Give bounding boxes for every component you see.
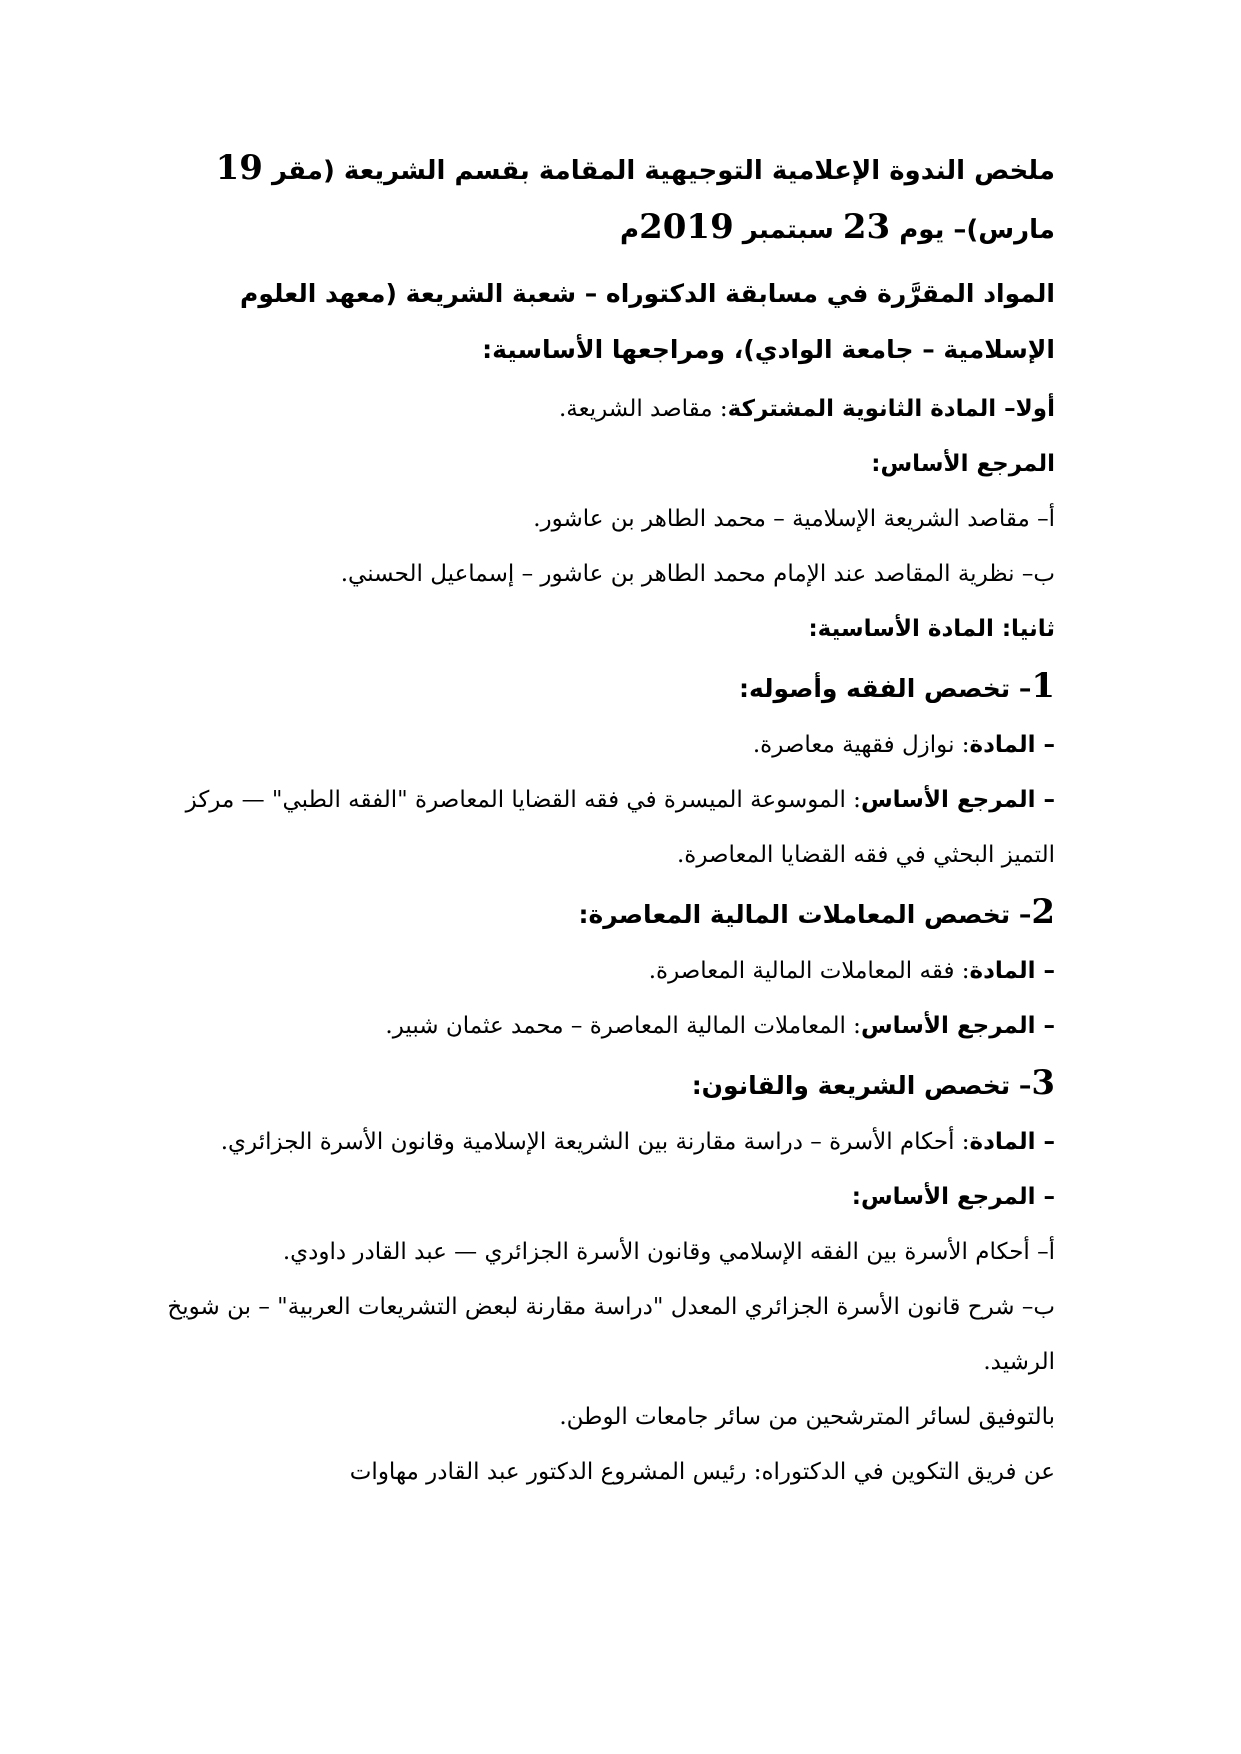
document-title: [150, 140, 1055, 258]
section1-label: أولا– المادة الثانوية المشتركة: [727, 396, 1055, 422]
title-num3: 2019: [639, 207, 734, 247]
document-subtitle: المواد المقرَّرة في مسابقة الدكتوراه – شعبة الشريعة (معهد العلوم الإسلامية – جامعة الوادي)، ومراجعها الأساسية:: [240, 279, 1055, 364]
spec2-ref-label: – المرجع الأساس: [860, 1013, 1055, 1039]
signature-line: عن فريق التكوين في الدكتوراه: رئيس المشروع الدكتور عبد القادر مهاوات: [349, 1459, 1055, 1485]
spec1-ref-label: – المرجع الأساس: [860, 787, 1055, 813]
spec2-title: – تخصص المعاملات المالية المعاصرة:: [578, 900, 1032, 929]
spec3-title: – تخصص الشريعة والقانون:: [691, 1071, 1032, 1100]
spec1-ref: [150, 773, 1055, 883]
section1-value: : مقاصد الشريعة.: [558, 396, 728, 422]
title-part4: م: [620, 215, 640, 245]
spec2-subject: [150, 944, 1055, 999]
spec3-heading: [150, 1054, 1055, 1115]
section1-ref-b: ب– نظرية المقاصد عند الإمام محمد الطاهر بن عاشور – إسماعيل الحسني.: [340, 561, 1055, 587]
title-num1: 19: [215, 148, 263, 188]
document-page: [150, 140, 1055, 1500]
spec1-num: 1: [1031, 666, 1055, 706]
spec3-subject-value: : أحكام الأسرة – دراسة مقارنة بين الشريعة الإسلامية وقانون الأسرة الجزائري.: [220, 1129, 970, 1155]
spec3-num: 3: [1031, 1063, 1055, 1103]
spec2-ref-value: : المعاملات المالية المعاصرة – محمد عثمان شبير.: [385, 1013, 861, 1039]
spec3-subject: [150, 1115, 1055, 1170]
spec1-subject-value: : نوازل فقهية معاصرة.: [752, 732, 970, 758]
spec1-title: – تخصص الفقه وأصوله:: [738, 674, 1032, 703]
spec1-subject: [150, 718, 1055, 773]
section1-ref-heading: المرجع الأساس:: [871, 451, 1055, 477]
section2-heading: ثانيا: المادة الأساسية:: [808, 616, 1055, 642]
spec3-ref-b: ب– شرح قانون الأسرة الجزائري المعدل "دراسة مقارنة لبعض التشريعات العربية" – بن شويخ الرشيد.: [167, 1294, 1055, 1375]
spec1-heading: [150, 657, 1055, 718]
spec3-ref-a: أ– أحكام الأسرة بين الفقه الإسلامي وقانون الأسرة الجزائري — عبد القادر داودي.: [282, 1239, 1055, 1265]
spec2-heading: [150, 883, 1055, 944]
title-part2: مارس)– يوم: [890, 215, 1055, 245]
title-part1: ملخص الندوة الإعلامية التوجيهية المقامة بقسم الشريعة (مقر: [262, 156, 1055, 186]
section1-line: [150, 382, 1055, 437]
spec1-ref-value: : الموسوعة الميسرة في فقه القضايا المعاصرة "الفقه الطبي" — مركز التميز البحثي في فقه القضايا المعاصرة.: [185, 787, 1055, 868]
spec2-ref: [150, 999, 1055, 1054]
spec2-subject-value: : فقه المعاملات المالية المعاصرة.: [648, 958, 970, 984]
spec2-subject-label: – المادة: [969, 958, 1055, 984]
closing-line: بالتوفيق لسائر المترشحين من سائر جامعات الوطن.: [559, 1404, 1055, 1430]
spec1-subject-label: – المادة: [969, 732, 1055, 758]
spec2-num: 2: [1031, 892, 1055, 932]
spec3-ref-heading: – المرجع الأساس:: [851, 1184, 1055, 1210]
section1-ref-a: أ– مقاصد الشريعة الإسلامية – محمد الطاهر بن عاشور.: [533, 506, 1055, 532]
title-part3: سبتمبر: [733, 215, 843, 245]
spec3-subject-label: – المادة: [969, 1129, 1055, 1155]
title-num2: 23: [842, 207, 891, 247]
